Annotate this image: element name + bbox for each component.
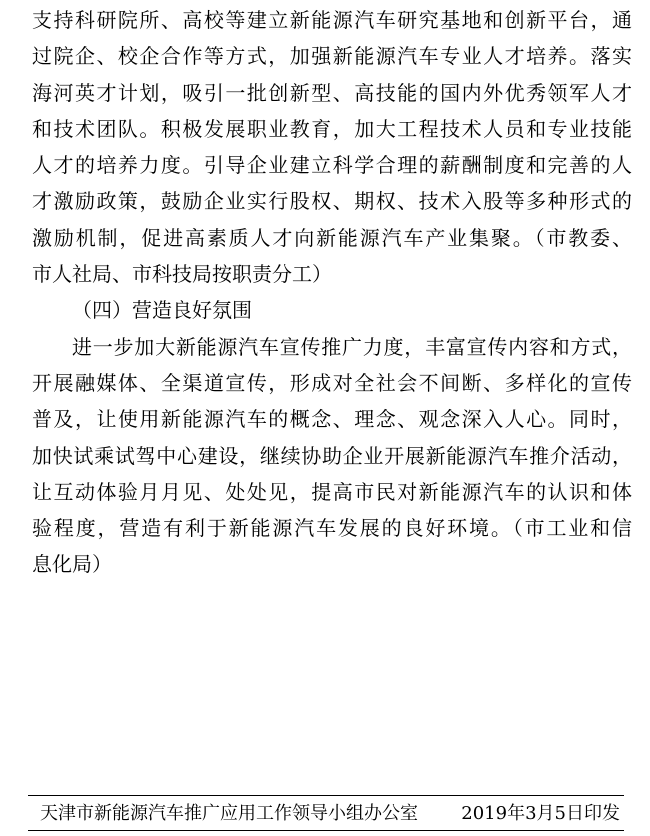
body-line: 才激励政策，鼓励企业实行股权、期权、技术入股等多种形式的 xyxy=(32,189,632,214)
body-line: 支持科研院所、高校等建立新能源汽车研究基地和创新平台，通 xyxy=(32,8,632,32)
issuer-office: 天津市新能源汽车推广应用工作领导小组办公室 xyxy=(40,803,418,824)
paragraph-line: 普及，让使用新能源汽车的概念、理念、观念深入人心。同时， xyxy=(32,407,632,432)
paragraph-line: 进一步加大新能源汽车宣传推广力度，丰富宣传内容和方式， xyxy=(72,334,632,359)
footer xyxy=(40,800,620,828)
paragraph-line: 加快试乘试驾中心建设，继续协助企业开展新能源汽车推介活动， xyxy=(32,443,632,468)
issue-date: 2019年3月5日印发 xyxy=(461,803,620,824)
paragraph-line: 息化局） xyxy=(32,552,112,577)
paragraph-line: 验程度，营造有利于新能源汽车发展的良好环境。（市工业和信 xyxy=(32,516,632,541)
body-line: 市人社局、市科技局按职责分工） xyxy=(32,262,332,287)
paragraph-line: 让互动体验月月见、处处见，提高市民对新能源汽车的认识和体 xyxy=(32,479,632,504)
body-line: 和技术团队。积极发展职业教育，加大工程技术人员和专业技能 xyxy=(32,116,632,141)
footer-divider-top xyxy=(28,795,624,796)
paragraph-line: 开展融媒体、全渠道宣传，形成对全社会不间断、多样化的宣传 xyxy=(32,370,632,395)
section-heading: （四）营造良好氛围 xyxy=(72,298,252,323)
body-line: 人才的培养力度。引导企业建立科学合理的薪酬制度和完善的人 xyxy=(32,153,632,178)
body-line: 过院企、校企合作等方式，加强新能源汽车专业人才培养。落实 xyxy=(32,44,632,69)
footer-divider-bottom xyxy=(28,830,624,831)
body-line: 激励机制，促进高素质人才向新能源汽车产业集聚。（市教委、 xyxy=(32,225,632,250)
document-body xyxy=(32,2,632,583)
body-line: 海河英才计划，吸引一批创新型、高技能的国内外优秀领军人才 xyxy=(32,80,632,105)
